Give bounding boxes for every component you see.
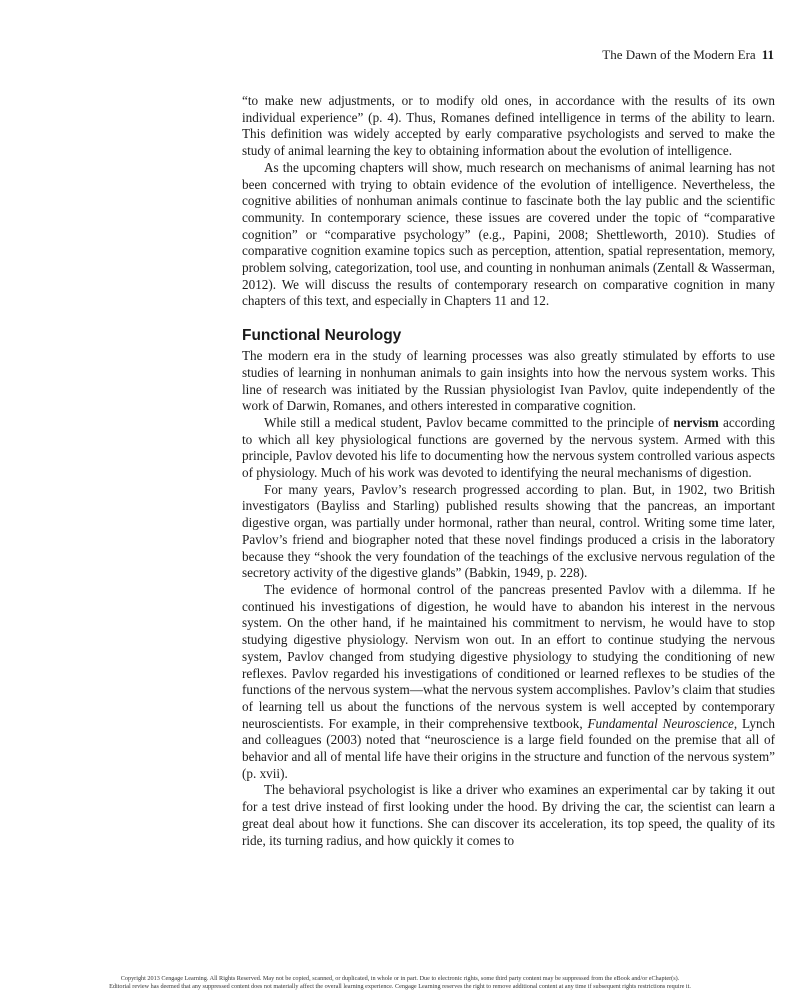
key-term-nervism: nervism	[673, 414, 719, 430]
copyright-line-1: Copyright 2013 Cengage Learning. All Rights Reserved. May not be copied, scanned, or duplicated, in whole or in part. Due to electronic rights, some third party content may be suppressed from the eBook and/or eChapter(s).	[120, 975, 680, 982]
paragraph-5: For many years, Pavlov’s research progressed according to plan. But, in 1902, two British investigators (Bayliss and Starling) published results showing that the pancreas, an important digestive organ, was partially under hormonal, rather than neural, control. Writing some time later, Pavlov’s friend and biographer noted that these novel findings produced a crisis in the laboratory because they “shook the very foundation of the teachings of the exclusive nervous regulation of the secretory activity of the digestive glands” (Babkin, 1949, p. 228).	[242, 481, 775, 581]
paragraph-6	[242, 582, 775, 782]
paragraph-2: As the upcoming chapters will show, much research on mechanisms of animal learning has not been concerned with trying to obtain evidence of the evolution of intelligence. Nevertheless, the cognitive abilities of nonhuman animals continue to fascinate both the lay public and the scientific community. In contemporary science, these issues are covered under the topic of “comparative cognition” or “comparative psychology” (e.g., Papini, 2008; Shettleworth, 2010). Studies of comparative cognition examine topics such as perception, attention, spatial representation, memory, problem solving, categorization, tool use, and counting in nonhuman animals (Zentall & Wasserman, 2012). We will discuss the results of contemporary research on comparative cognition in many chapters of this text, and especially in Chapters 11 and 12.	[242, 159, 775, 309]
paragraph-7: The behavioral psychologist is like a driver who examines an experimental car by taking it out for a test drive instead of first looking under the hood. By driving the car, the scientist can learn a great deal about how it functions. She can discover its acceleration, its top speed, the quality of its ride, its turning radius, and how quickly it comes to	[242, 782, 775, 848]
copyright-line-2: Editorial review has deemed that any suppressed content does not materially affect the overall learning experience. Cengage Learning reserves the right to remove additional content at any time if subsequent rights restrictions require it.	[109, 983, 691, 990]
paragraph-4-start: While still a medical student, Pavlov became committed to the principle of	[264, 414, 674, 430]
section-heading: Functional Neurology	[242, 327, 402, 345]
paragraph-6-start: The evidence of hormonal control of the pancreas presented Pavlov with a dilemma. If he continued his investigations of digestion, he would have to abandon his interest in the nervous system. On the other hand, if he maintained his commitment to nervism, he would have to stop studying digestive physiology. Nervism won out. In an effort to continue studying the nervous system, Pavlov changed from studying digestive physiology to studying the conditioning of new reflexes. Pavlov regarded his investigations of conditioned or learned reflexes to be studies of the functions of the nervous system—what the nervous system accomplishes. Pavlov’s claim that studies of learning tell us about the functions of the nervous system is well accepted by contemporary neuroscientists. For example, in their comprehensive textbook,	[242, 581, 775, 731]
book-title: Fundamental Neuroscience	[587, 715, 734, 731]
running-head	[242, 47, 774, 63]
chapter-title: The Dawn of the Modern Era	[602, 47, 756, 62]
paragraph-4	[242, 415, 775, 482]
paragraph-4-end: according to which all key physiological functions are governed by the nervous system. Armed with this principle, Pavlov devoted his life to documenting how the nervous system controlled various aspects of physiology. Much of his work was devoted to identifying the neural mechanisms of digestion.	[242, 414, 775, 481]
paragraph-1: “to make new adjustments, or to modify old ones, in accordance with the results of its own individual experience” (p. 4). Thus, Romanes defined intelligence in terms of the ability to learn. This definition was widely accepted by early comparative psychologists and served to make the study of animal learning the key to obtaining information about the evolution of intelligence.	[242, 93, 775, 159]
page-number: 11	[761, 47, 774, 62]
page-body	[242, 93, 775, 849]
copyright-footer	[0, 975, 800, 991]
paragraph-3: The modern era in the study of learning processes was also greatly stimulated by efforts to use studies of learning in nonhuman animals to gain insights into how the nervous system works. This line of research was initiated by the Russian physiologist Ivan Pavlov, quite independently of the work of Darwin, Romanes, and others interested in comparative cognition.	[242, 348, 775, 414]
paragraph-6-end: , Lynch and colleagues (2003) noted that “neuroscience is a large field founded on the premise that all of behavior and all of mental life have their origins in the structure and function of the nervous system” (p. xvii).	[242, 715, 775, 781]
